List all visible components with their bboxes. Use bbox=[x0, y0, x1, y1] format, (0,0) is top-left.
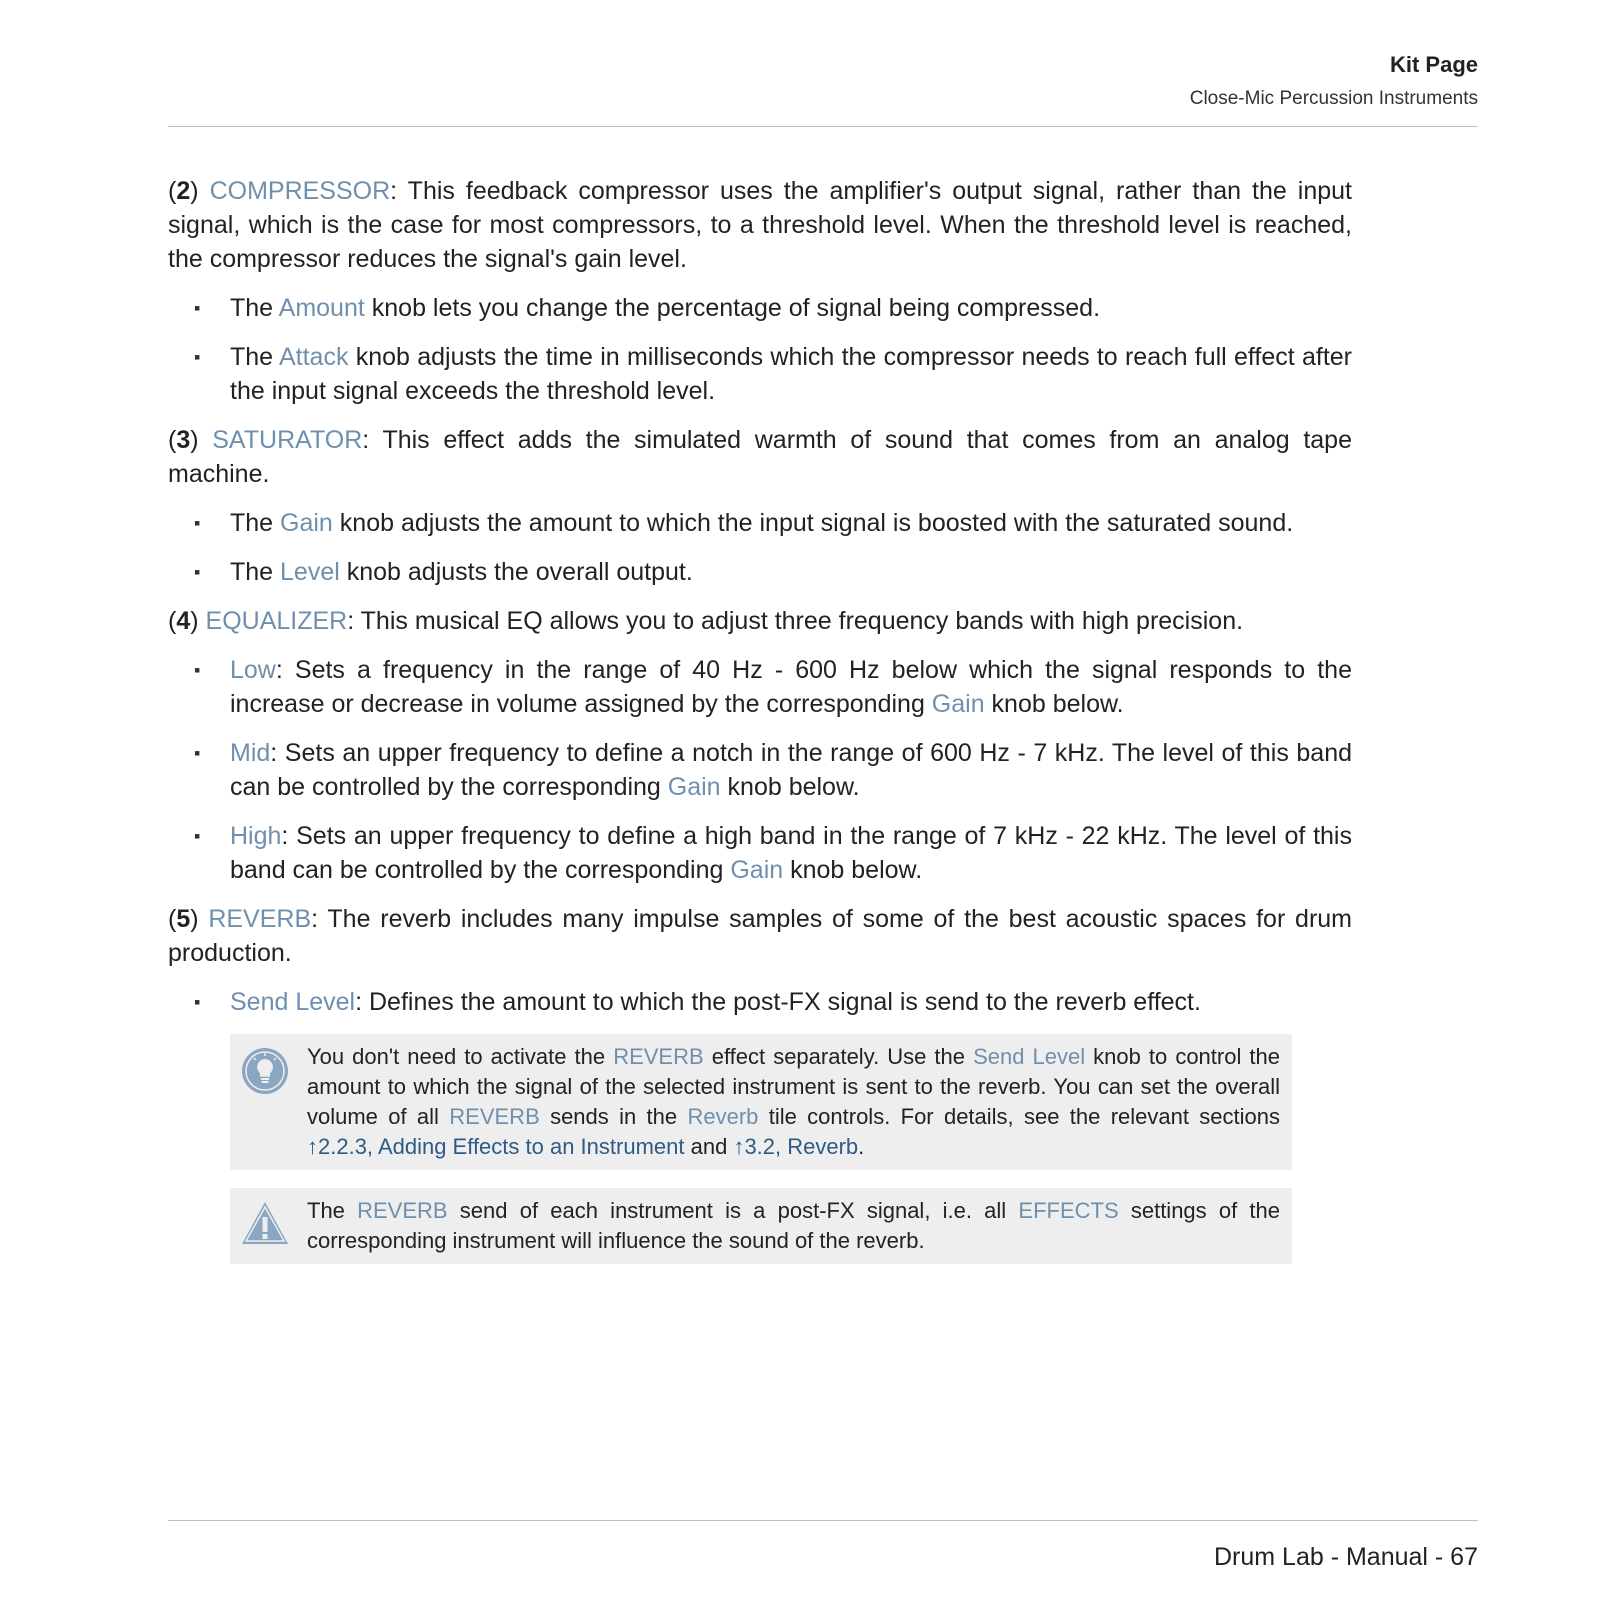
item-number: 3 bbox=[176, 426, 191, 454]
list-item bbox=[230, 555, 1352, 589]
list-item bbox=[230, 340, 1352, 408]
note-text: knob to control the amount to which the signal of the selected instrument is sent to the reverb. You can set the overall volume of all bbox=[307, 1044, 1280, 1129]
item-number: 4 bbox=[176, 607, 191, 635]
note-text: tile controls. For details, see the relevant sections bbox=[758, 1104, 1280, 1129]
compressor-bullets bbox=[168, 291, 1352, 408]
compressor-text: : This feedback compressor uses the amplifier's output signal, rather than the input signal, which is the case for most compressors, to a threshold level. When the threshold level is reached, the compressor reduces the signal's gain level. bbox=[168, 177, 1352, 273]
equalizer-paragraph: (4) EQUALIZER: This musical EQ allows you to adjust three frequency bands with high precision. bbox=[168, 607, 1244, 635]
bullet-text: The bbox=[230, 294, 279, 322]
reverb-paragraph: (5) REVERB: The reverb includes many impulse samples of some of the best acoustic spaces for drum production. bbox=[168, 905, 1352, 967]
reverb-keyword: REVERB bbox=[449, 1104, 540, 1129]
low-keyword: Low bbox=[230, 656, 276, 684]
note-text: and bbox=[684, 1134, 734, 1159]
equalizer-text: : This musical EQ allows you to adjust three frequency bands with high precision. bbox=[347, 607, 1244, 635]
saturator-keyword: SATURATOR bbox=[212, 426, 363, 454]
gain-keyword: Gain bbox=[931, 690, 985, 718]
level-keyword: Level bbox=[280, 558, 340, 586]
saturator-text: : This effect adds the simulated warmth of sound that comes from an analog tape machine. bbox=[168, 426, 1352, 488]
bullet-text: : Sets an upper frequency to define a notch in the range of 600 Hz - 7 kHz. The level of this band can be controlled by the corresponding bbox=[230, 739, 1352, 801]
reverb-bullets bbox=[168, 985, 1352, 1019]
bullet-text: knob adjusts the time in milliseconds which the compressor needs to reach full effect after the input signal exceeds the threshold level. bbox=[230, 343, 1352, 405]
bullet-text: The bbox=[230, 509, 281, 537]
compressor-paragraph: (2) COMPRESSOR: This feedback compressor uses the amplifier's output signal, rather than the input signal, which is the case for most compressors, to a threshold level. When the threshold level is reached, the compressor reduces the signal's gain level. bbox=[168, 177, 1352, 273]
note-text: . bbox=[858, 1134, 865, 1159]
footer-divider bbox=[168, 1520, 1478, 1521]
amount-keyword: Amount bbox=[278, 294, 365, 322]
list-item bbox=[230, 819, 1352, 887]
note-text: send of each instrument is a post-FX signal, i.e. all bbox=[447, 1198, 1019, 1223]
header-divider bbox=[168, 126, 1478, 127]
reverb-keyword: REVERB bbox=[613, 1044, 704, 1069]
reverb-keyword: REVERB bbox=[357, 1198, 448, 1223]
note-text: effect separately. Use the bbox=[703, 1044, 974, 1069]
equalizer-keyword: EQUALIZER bbox=[205, 607, 348, 635]
bullet-text: knob below. bbox=[720, 773, 860, 801]
warning-box bbox=[230, 1188, 1292, 1264]
gain-keyword: Gain bbox=[730, 856, 784, 884]
note-text: The bbox=[307, 1198, 358, 1223]
gain-keyword: Gain bbox=[667, 773, 721, 801]
equalizer-bullets bbox=[168, 653, 1352, 887]
bullet-text: knob below. bbox=[984, 690, 1124, 718]
tip-box bbox=[230, 1034, 1292, 1170]
reverb-keyword: REVERB bbox=[208, 905, 312, 933]
bullet-text: The bbox=[230, 558, 281, 586]
note-text: sends in the bbox=[539, 1104, 688, 1129]
section-title: Close-Mic Percussion Instruments bbox=[1189, 88, 1478, 109]
section-link-adding-effects[interactable]: ↑2.2.3, Adding Effects to an Instrument bbox=[307, 1134, 685, 1159]
bullet-text: The bbox=[230, 343, 279, 371]
bullet-text: knob lets you change the percentage of signal being compressed. bbox=[364, 294, 1101, 322]
chapter-title: Kit Page bbox=[1389, 52, 1478, 77]
main-content bbox=[168, 174, 1352, 1282]
section-link-reverb[interactable]: ↑3.2, Reverb bbox=[733, 1134, 859, 1159]
high-keyword: High bbox=[230, 822, 282, 850]
send-level-keyword: Send Level bbox=[973, 1044, 1086, 1069]
warning-triangle-icon bbox=[240, 1198, 290, 1248]
bullet-text: knob adjusts the overall output. bbox=[339, 558, 693, 586]
page-header bbox=[168, 50, 1478, 114]
saturator-paragraph: (3) SATURATOR: This effect adds the simulated warmth of sound that comes from an analog tape machine. bbox=[168, 426, 1352, 488]
gain-keyword: Gain bbox=[280, 509, 333, 537]
bullet-text: : Sets a frequency in the range of 40 Hz - 600 Hz below which the signal responds to the increase or decrease in volume assigned by the corresponding bbox=[230, 656, 1352, 718]
mid-keyword: Mid bbox=[230, 739, 271, 767]
item-number: 2 bbox=[176, 177, 191, 205]
compressor-keyword: COMPRESSOR bbox=[209, 177, 391, 205]
note-text: You don't need to activate the bbox=[307, 1044, 614, 1069]
list-item bbox=[230, 653, 1352, 721]
reverb-text: : The reverb includes many impulse samples of some of the best acoustic spaces for drum production. bbox=[168, 905, 1352, 967]
note-text: settings of the corresponding instrument will influence the sound of the reverb. bbox=[307, 1198, 1280, 1253]
bullet-text: knob adjusts the amount to which the input signal is boosted with the saturated sound. bbox=[332, 509, 1294, 537]
reverb-tile-keyword: Reverb bbox=[687, 1104, 759, 1129]
list-item bbox=[230, 291, 1352, 325]
page-footer: Drum Lab - Manual - 67 bbox=[1213, 1543, 1478, 1571]
list-item bbox=[230, 506, 1352, 540]
saturator-bullets bbox=[168, 506, 1352, 589]
effects-keyword: EFFECTS bbox=[1018, 1198, 1119, 1223]
send-level-keyword: Send Level bbox=[230, 988, 356, 1016]
bullet-text: : Sets an upper frequency to define a high band in the range of 7 kHz - 22 kHz. The level of this band can be controlled by the corresponding bbox=[230, 822, 1352, 884]
attack-keyword: Attack bbox=[278, 343, 349, 371]
list-item bbox=[230, 736, 1352, 804]
lightbulb-icon bbox=[240, 1046, 290, 1096]
bullet-text: : Defines the amount to which the post-FX signal is send to the reverb effect. bbox=[355, 988, 1201, 1016]
list-item bbox=[230, 985, 1352, 1019]
bullet-text: knob below. bbox=[783, 856, 923, 884]
item-number: 5 bbox=[176, 905, 191, 933]
